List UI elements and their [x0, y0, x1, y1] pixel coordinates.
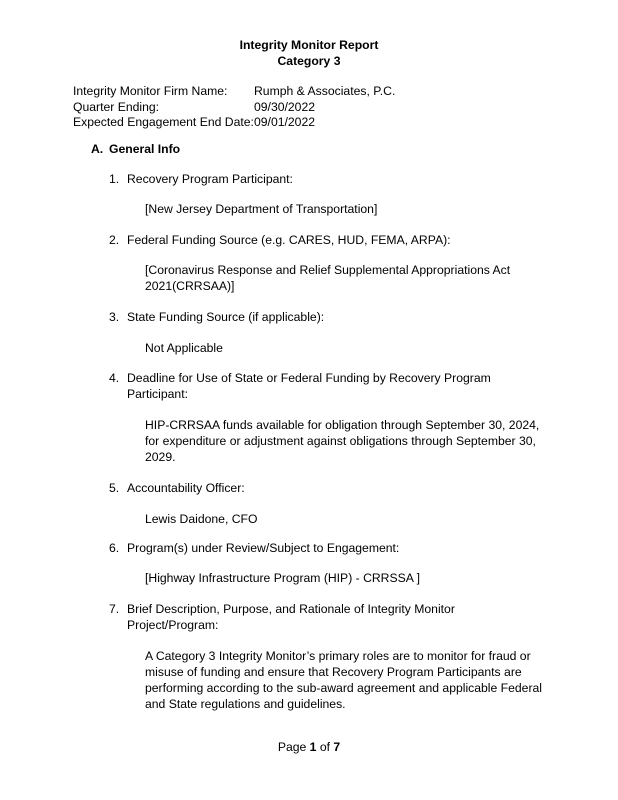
list-item-question — [109, 370, 509, 402]
item-question: Federal Funding Source (e.g. CARES, HUD, FEMA, ARPA): — [127, 233, 451, 247]
item-number: 7. — [109, 602, 120, 616]
item-question: Deadline for Use of State or Federal Funding by Recovery Program Participant: — [127, 371, 491, 401]
report-title: Integrity Monitor Report — [239, 38, 379, 52]
meta-label: Quarter Ending: — [73, 99, 160, 114]
report-category: Category 3 — [277, 54, 341, 68]
section-letter: A. — [91, 142, 104, 156]
item-question: Program(s) under Review/Subject to Engagement: — [127, 541, 400, 555]
meta-value: Rumph & Associates, P.C. — [254, 84, 396, 98]
meta-row-engagement-end — [73, 114, 395, 130]
item-question: State Funding Source (if applicable): — [127, 310, 325, 324]
item-answer: HIP-CRRSAA funds available for obligation through September 30, 2024, for expenditure or adjustment against obligations through September 30, 2029. — [145, 418, 540, 464]
item-answer: [Highway Infrastructure Program (HIP) - CRRSSA ] — [145, 571, 420, 585]
list-item-question — [109, 540, 529, 556]
meta-label: Integrity Monitor Firm Name: — [73, 84, 228, 98]
item-number: 1. — [109, 172, 120, 186]
item-answer: [Coronavirus Response and Relief Supplemental Appropriations Act 2021(CRRSAA)] — [145, 263, 511, 293]
item-number: 2. — [109, 233, 120, 247]
item-number: 4. — [109, 371, 120, 385]
of-word: of — [319, 740, 331, 754]
meta-row-quarter-ending — [73, 99, 395, 115]
total-pages-number: 7 — [333, 740, 341, 754]
item-answer: Not Applicable — [145, 341, 223, 355]
item-question: Brief Description, Purpose, and Rationale of Integrity Monitor Project/Program: — [127, 602, 455, 632]
item-question: Accountability Officer: — [127, 481, 245, 495]
list-item-question — [109, 171, 529, 187]
item-number: 5. — [109, 481, 120, 495]
item-number: 6. — [109, 541, 120, 555]
meta-value: 09/30/2022 — [254, 99, 315, 114]
section-title: General Info — [109, 142, 181, 156]
meta-label: Expected Engagement End Date: — [73, 115, 254, 129]
item-answer: [New Jersey Department of Transportation] — [145, 202, 378, 216]
page-footer — [0, 739, 618, 755]
list-item-question — [109, 232, 529, 248]
section-heading — [91, 141, 180, 157]
report-meta — [73, 83, 395, 130]
item-question: Recovery Program Participant: — [127, 172, 293, 186]
list-item-question — [109, 601, 499, 633]
current-page-number: 1 — [309, 740, 317, 754]
list-item-question — [109, 480, 529, 496]
page-word: Page — [277, 740, 307, 754]
item-number: 3. — [109, 310, 120, 324]
item-answer: Lewis Daidone, CFO — [145, 512, 258, 526]
item-answer: A Category 3 Integrity Monitor’s primary roles are to monitor for fraud or misuse of funding and ensure that Recovery Program Participants are performing according to the sub-award agreement and applicable Federal and State regulations and guidelines. — [145, 649, 543, 711]
meta-value: 09/01/2022 — [254, 115, 315, 129]
list-item-question — [109, 309, 529, 325]
meta-row-firm-name — [73, 83, 395, 99]
